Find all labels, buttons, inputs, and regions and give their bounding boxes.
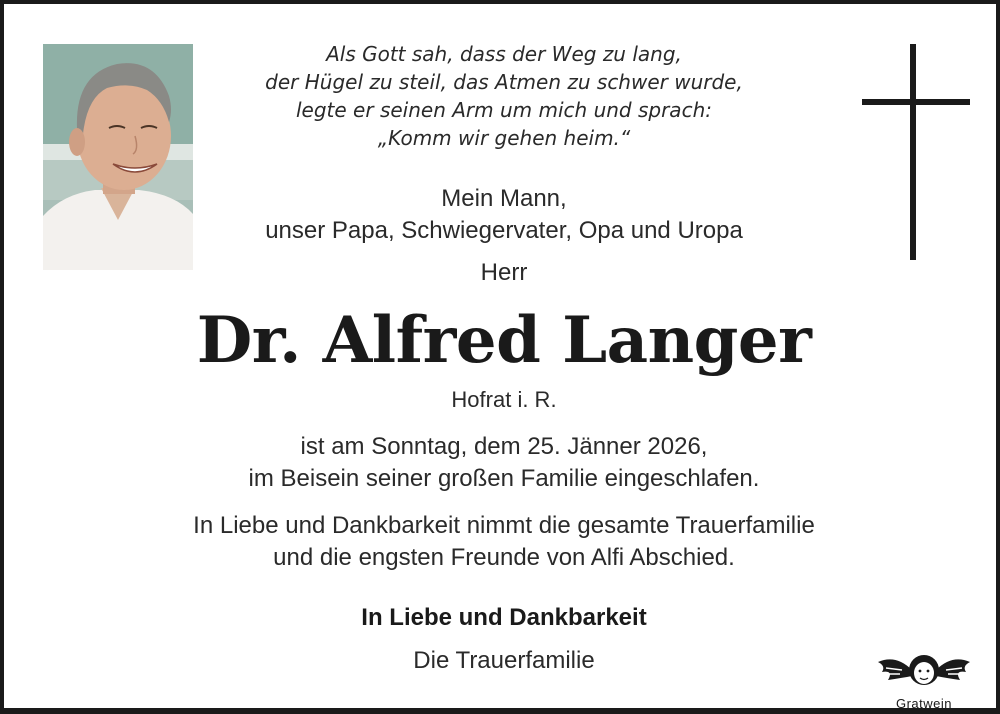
funeral-home-logo bbox=[872, 646, 976, 712]
signature: Die Trauerfamilie bbox=[413, 647, 595, 674]
closing-heading: In Liebe und Dankbarkeit bbox=[361, 604, 647, 631]
memorial-quote bbox=[184, 40, 824, 152]
angel-icon bbox=[872, 646, 976, 696]
quote-line: legte er seinen Arm um mich und sprach: bbox=[296, 98, 712, 122]
quote-line: „Komm wir gehen heim.“ bbox=[377, 126, 631, 150]
cross-icon bbox=[862, 44, 970, 260]
intro-line: Mein Mann, bbox=[441, 185, 567, 212]
deceased-title: Hofrat i. R. bbox=[451, 387, 557, 412]
farewell-line: und die engsten Freunde von Alfi Abschied. bbox=[273, 544, 735, 571]
quote-line: Als Gott sah, dass der Weg zu lang, bbox=[326, 42, 682, 66]
farewell-text bbox=[144, 510, 864, 574]
salutation: Herr bbox=[480, 259, 528, 286]
death-announcement bbox=[144, 431, 864, 495]
family-relations bbox=[144, 183, 864, 247]
announcement-line: im Beisein seiner großen Familie eingeschlafen. bbox=[248, 465, 760, 492]
logo-name: Gratwein bbox=[895, 696, 953, 711]
announcement-line: ist am Sonntag, dem 25. Jänner 2026, bbox=[300, 433, 708, 460]
intro-line: unser Papa, Schwiegervater, Opa und Uropa bbox=[265, 217, 743, 244]
quote-line: der Hügel zu steil, das Atmen zu schwer wurde, bbox=[265, 70, 743, 94]
deceased-name: Dr. Alfred Langer bbox=[196, 303, 812, 378]
farewell-line: In Liebe und Dankbarkeit nimmt die gesamte Trauerfamilie bbox=[193, 512, 815, 539]
